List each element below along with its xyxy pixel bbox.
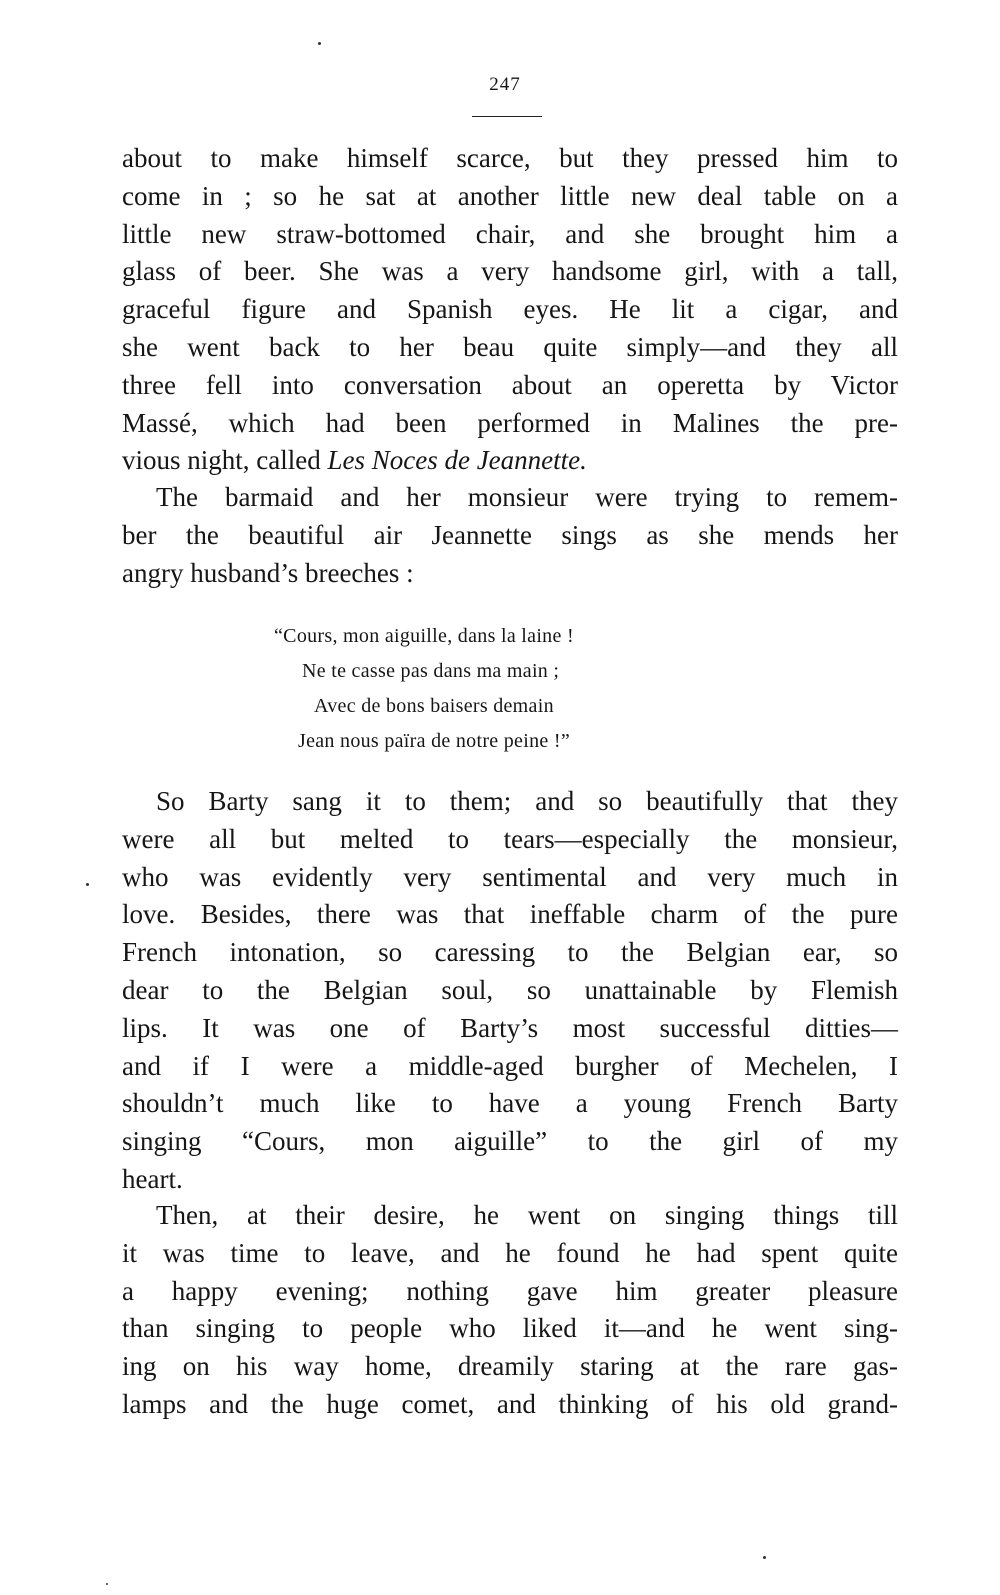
text-line: ing on his way home, dreamily staring at the rare gas-	[122, 1351, 898, 1382]
page-number-rule	[472, 116, 542, 117]
text-line: three fell into conversation about an operetta by Victor	[122, 369, 898, 400]
text-line: The barmaid and her monsieur were trying to remem-	[156, 482, 898, 512]
text-line	[122, 442, 898, 480]
text-line: angry husband’s breeches :	[122, 557, 414, 588]
text-line-prefix: vious night, called	[122, 445, 328, 476]
text-line: it was time to leave, and he found he had spent quite	[122, 1237, 898, 1268]
text-line: So Barty sang it to them; and so beautifully that they	[156, 786, 898, 816]
scan-speck	[86, 883, 89, 886]
paragraph-1	[122, 140, 898, 480]
text-line: love. Besides, there was that ineffable charm of the pure	[122, 899, 898, 930]
page-number: 247	[489, 74, 521, 95]
text-line: heart.	[122, 1163, 183, 1194]
text-line: were all but melted to tears—especially the monsieur,	[122, 823, 898, 854]
paragraph-3	[122, 783, 898, 1199]
text-line: she went back to her beau quite simply—and they all	[122, 331, 898, 362]
text-line: dear to the Belgian soul, so unattainable by Flemish	[122, 974, 898, 1005]
text-line: Then, at their desire, he went on singing things till	[156, 1200, 898, 1230]
verse-line: Ne te casse pas dans ma main ;	[302, 660, 560, 682]
text-line: graceful figure and Spanish eyes. He lit a cigar, and	[122, 294, 898, 325]
text-line: about to make himself scarce, but they pressed him to	[122, 143, 898, 173]
text-line: who was evidently very sentimental and very much in	[122, 861, 898, 892]
text-line: and if I were a middle-aged burgher of Mechelen, I	[122, 1050, 898, 1081]
scan-speck	[106, 1583, 108, 1585]
verse-line: Jean nous païra de notre peine !”	[298, 730, 571, 752]
text-line: Massé, which had been performed in Malines the pre-	[122, 407, 898, 438]
text-line: come in ; so he sat at another little new deal table on a	[122, 180, 898, 211]
text-line: little new straw-bottomed chair, and she brought him a	[122, 218, 898, 249]
text-line: lamps and the huge comet, and thinking of his old grand-	[122, 1388, 898, 1419]
operetta-title: Les Noces de Jeannette.	[327, 445, 587, 476]
text-line: shouldn’t much like to have a young French Barty	[122, 1088, 898, 1119]
verse-line: Avec de bons baisers demain	[314, 695, 554, 717]
text-line: than singing to people who liked it—and he went sing-	[122, 1313, 898, 1344]
text-line: glass of beer. She was a very handsome girl, with a tall,	[122, 256, 898, 287]
text-line: lips. It was one of Barty’s most successful ditties—	[122, 1012, 898, 1043]
text-line: French intonation, so caressing to the Belgian ear, so	[122, 937, 898, 968]
scan-speck	[318, 42, 321, 45]
song-verse	[272, 619, 742, 759]
text-line: singing “Cours, mon aiguille” to the girl of my	[122, 1126, 898, 1157]
scan-speck	[763, 1556, 766, 1559]
paragraph-4	[122, 1197, 898, 1424]
text-line: a happy evening; nothing gave him greater pleasure	[122, 1275, 898, 1306]
paragraph-2	[122, 479, 898, 592]
verse-line: “Cours, mon aiguille, dans la laine !	[274, 625, 574, 647]
text-line: ber the beautiful air Jeannette sings as she mends her	[122, 519, 898, 550]
